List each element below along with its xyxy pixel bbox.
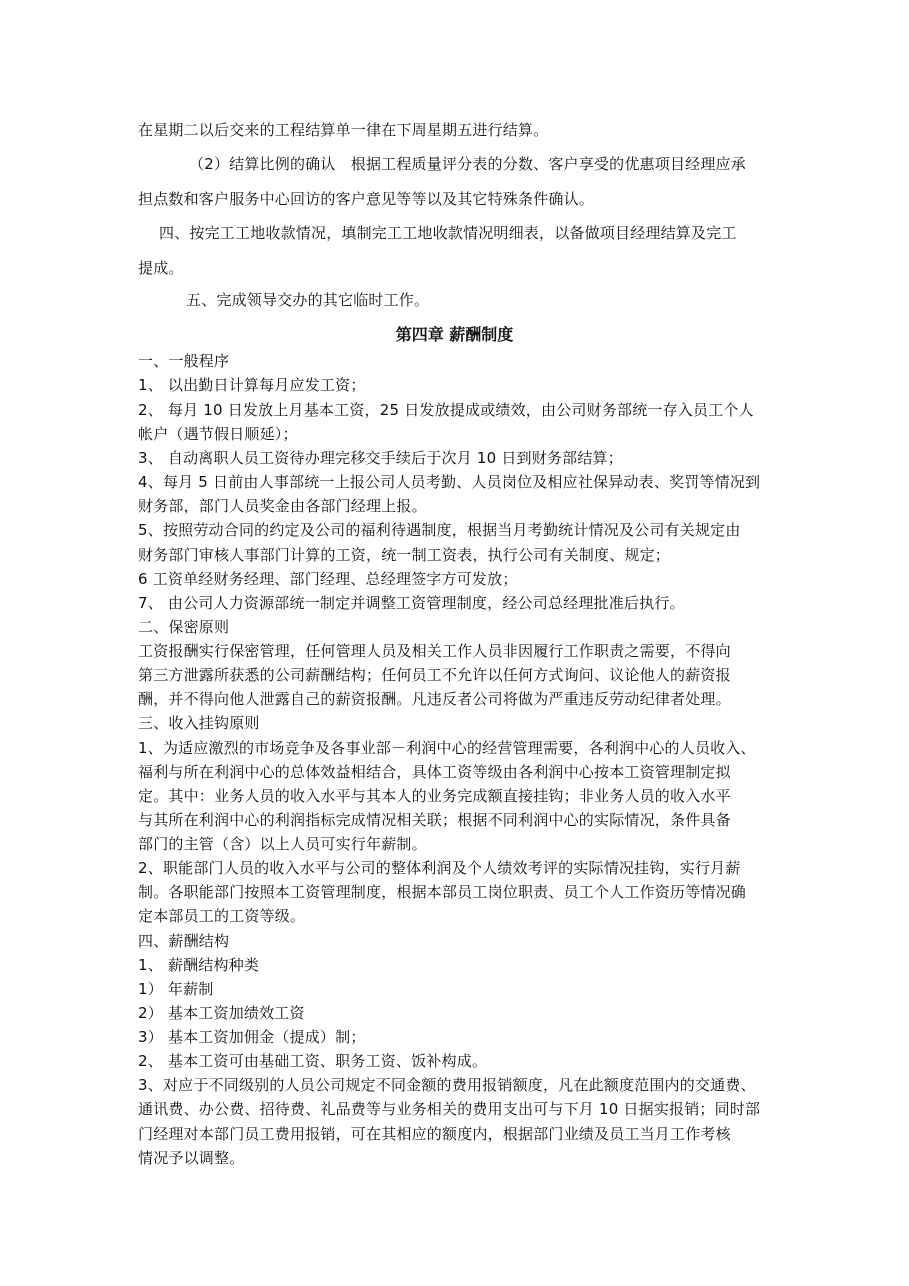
body-line: 财务部门审核人事部门计算的工资，统一制工资表，执行公司有关制度、规定；	[138, 546, 671, 564]
body-line: 一、一般程序	[138, 352, 230, 370]
body-line: 定本部员工的工资等级。	[138, 907, 306, 925]
intro-line-5: 提成。	[138, 259, 184, 277]
body-line: 5、按照劳动合同的约定及公司的福利待遇制度，根据当月考勤统计情况及公司有关规定由	[138, 521, 741, 539]
body-line: 部门的主管（含）以上人员可实行年薪制。	[138, 835, 427, 853]
body-line: 2） 基本工资加绩效工资	[138, 1004, 305, 1022]
body-line: 3） 基本工资加佣金（提成）制；	[138, 1028, 366, 1046]
body-line: 7、 由公司人力资源部统一制定并调整工资管理制度，经公司总经理批准后执行。	[138, 594, 685, 612]
body-line: 2、 基本工资可由基础工资、职务工资、饭补构成。	[138, 1052, 488, 1070]
body-line: 1、 薪酬结构种类	[138, 956, 260, 974]
body-line: 2、职能部门人员的收入水平与公司的整体利润及个人绩效考评的实际情况挂钩，实行月薪	[138, 859, 741, 877]
body-line: 1、为适应激烈的市场竞争及各事业部－利润中心的经营管理需要，各利润中心的人员收入、	[138, 739, 756, 757]
body-line: 4、每月 5 日前由人事部统一上报公司人员考勤、人员岗位及相应社保异动表、奖罚等情况到	[138, 473, 761, 491]
body-line: 3、 自动离职人员工资待办理完移交手续后于次月 10 日到财务部结算；	[138, 449, 623, 467]
body-line: 福利与所在利润中心的总体效益相结合，具体工资等级由各利润中心按本工资管理制定拟	[138, 763, 731, 781]
intro-line-1: 在星期二以后交来的工程结算单一律在下周星期五进行结算。	[138, 121, 549, 139]
body-line: 工资报酬实行保密管理，任何管理人员及相关工作人员非因履行工作职责之需要，不得向	[138, 642, 731, 660]
body-line: 1、 以出勤日计算每月应发工资；	[138, 376, 366, 394]
chapter-title: 第四章 薪酬制度	[395, 325, 514, 344]
body-line: 制。各职能部门按照本工资管理制度，根据本部员工岗位职责、员工个人工作资历等情况确	[138, 883, 747, 901]
body-line: 6 工资单经财务经理、部门经理、总经理签字方可发放；	[138, 570, 518, 588]
body-line: 与其所在利润中心的利润指标完成情况相关联；根据不同利润中心的实际情况，条件具备	[138, 811, 731, 829]
body-line: 通讯费、办公费、招待费、礼品费等与业务相关的费用支出可与下月 10 日据实报销；同时部	[138, 1100, 761, 1118]
body-line: 帐户（遇节假日顺延）；	[138, 425, 298, 443]
body-line: 门经理对本部门员工费用报销，可在其相应的额度内，根据部门业绩及员工当月工作考核	[138, 1125, 731, 1143]
intro-line-2: （2）结算比例的确认 根据工程质量评分表的分数、客户享受的优惠项目经理应承	[189, 155, 746, 173]
body-line: 财务部，部门人员奖金由各部门经理上报。	[138, 497, 427, 515]
body-line: 定。其中：业务人员的收入水平与其本人的业务完成额直接挂钩；非业务人员的收入水平	[138, 787, 731, 805]
body-line: 酬，并不得向他人泄露自己的薪资报酬。凡违反者公司将做为严重违反劳动纪律者处理。	[138, 690, 731, 708]
intro-line-3: 担点数和客户服务中心回访的客户意见等等以及其它特殊条件确认。	[138, 190, 595, 208]
body-line: 3、对应于不同级别的人员公司规定不同金额的费用报销额度，凡在此额度范围内的交通费、	[138, 1076, 756, 1094]
body-line: 二、保密原则	[138, 618, 230, 636]
body-line: 1） 年薪制	[138, 980, 214, 998]
intro-line-6: 五、完成领导交办的其它临时工作。	[186, 291, 430, 309]
body-line: 四、薪酬结构	[138, 932, 230, 950]
body-line: 情况予以调整。	[138, 1149, 245, 1167]
body-line: 2、 每月 10 日发放上月基本工资，25 日发放提成或绩效，由公司财务部统一存入员工个人	[138, 401, 754, 419]
body-line: 第三方泄露所获悉的公司薪酬结构；任何员工不允许以任何方式询问、议论他人的薪资报	[138, 666, 731, 684]
body-line: 三、收入挂钩原则	[138, 714, 260, 732]
intro-line-4: 四、按完工工地收款情况，填制完工工地收款情况明细表，以备做项目经理结算及完工	[159, 224, 737, 242]
